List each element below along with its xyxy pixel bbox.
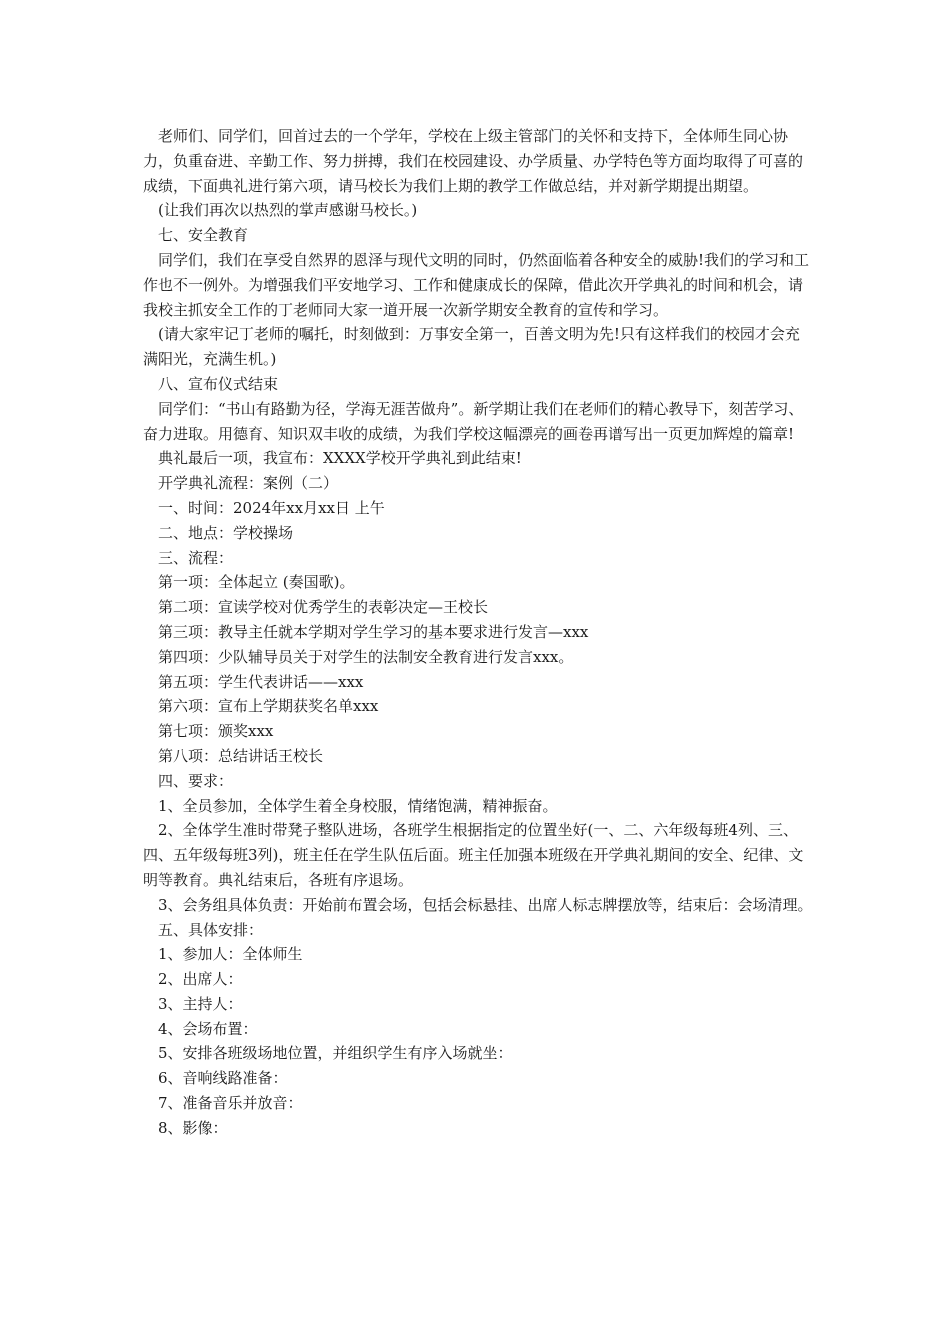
arrangement-4: 4、会场布置：	[158, 1019, 258, 1038]
process-step-2: 第二项：宣读学校对优秀学生的表彰决定—王校长	[158, 598, 489, 617]
paragraph-closing-speech: 同学们：“书山有路勤为径，学海无涯苦做舟”。新学期让我们在老师们的精心教导下，刻苦学习、奋力进取。用德育、知识双丰收的成绩，为我们学校这幅漂亮的画卷再谱写出一页更加辉煌的篇章!	[143, 399, 804, 443]
arrangement-6: 6、音响线路准备：	[158, 1069, 288, 1088]
heading-requirements: 四、要求：	[158, 771, 234, 790]
paragraph-final-announcement: 典礼最后一项，我宣布：XXXX学校开学典礼到此结束!	[158, 449, 522, 468]
process-step-7: 第七项：颁奖xxx	[158, 722, 274, 741]
heading-safety-education: 七、安全教育	[158, 226, 249, 245]
list-item-process: 三、流程：	[158, 548, 234, 567]
heading-case-two: 开学典礼流程：案例（二）	[158, 474, 339, 493]
arrangement-8: 8、影像：	[158, 1118, 228, 1137]
arrangement-3: 3、主持人：	[158, 994, 243, 1013]
paragraph-thanks-principal: (让我们再次以热烈的掌声感谢马校长。)	[158, 201, 418, 220]
process-step-8: 第八项：总结讲话王校长	[158, 746, 324, 765]
arrangement-5: 5、安排各班级场地位置，并组织学生有序入场就坐：	[158, 1044, 513, 1063]
document-body	[143, 124, 813, 1141]
process-step-5: 第五项：学生代表讲话——xxx	[158, 672, 364, 691]
paragraph-closing-summary: 老师们、同学们，回首过去的一个学年，学校在上级主管部门的关怀和支持下，全体师生同心协力，负重奋进、辛勤工作、努力拼搏，我们在校园建设、办学质量、办学特色等方面均取得了可喜的成绩，下面典礼进行第六项，请马校长为我们上期的教学工作做总结，并对新学期提出期望。	[143, 127, 804, 195]
arrangement-1: 1、参加人：全体师生	[158, 945, 303, 964]
process-step-6: 第六项：宣布上学期获奖名单xxx	[158, 697, 379, 716]
process-step-4: 第四项：少队辅导员关于对学生的法制安全教育进行发言xxx。	[158, 647, 574, 666]
paragraph-safety-reminder: (请大家牢记丁老师的嘱托，时刻做到：万事安全第一，百善文明为先!只有这样我们的校园才会充满阳光，充满生机。)	[143, 325, 800, 369]
list-item-location: 二、地点：学校操场	[158, 523, 294, 542]
list-item-time: 一、时间：2024年xx月xx日 上午	[158, 498, 385, 517]
arrangement-2: 2、出席人：	[158, 970, 243, 989]
heading-ceremony-end: 八、宣布仪式结束	[158, 374, 279, 393]
requirement-3: 3、会务组具体负责：开始前布置会场，包括会标悬挂、出席人标志牌摆放等，结束后：会场清理。	[158, 895, 813, 914]
requirement-2: 2、全体学生准时带凳子整队进场，各班学生根据指定的位置坐好(一、二、六年级每班4列、三、四、五年级每班3列)，班主任在学生队伍后面。班主任加强本班级在开学典礼期间的安全、纪律、文明等教育。典礼结束后，各班有序退场。	[143, 821, 804, 889]
process-step-1: 第一项：全体起立 (奏国歌)。	[158, 573, 355, 592]
paragraph-safety-intro: 同学们，我们在享受自然界的恩泽与现代文明的同时，仍然面临着各种安全的威胁!我们的学习和工作也不一例外。为增强我们平安地学习、工作和健康成长的保障，借此次开学典礼的时间和机会，请我校主抓安全工作的丁老师同大家一道开展一次新学期安全教育的宣传和学习。	[143, 250, 810, 319]
requirement-1: 1、全员参加，全体学生着全身校服，情绪饱满，精神振奋。	[158, 796, 558, 815]
heading-arrangements: 五、具体安排：	[158, 920, 264, 939]
arrangement-7: 7、准备音乐并放音：	[158, 1094, 303, 1113]
process-step-3: 第三项：教导主任就本学期对学生学习的基本要求进行发言—xxx	[158, 622, 589, 641]
